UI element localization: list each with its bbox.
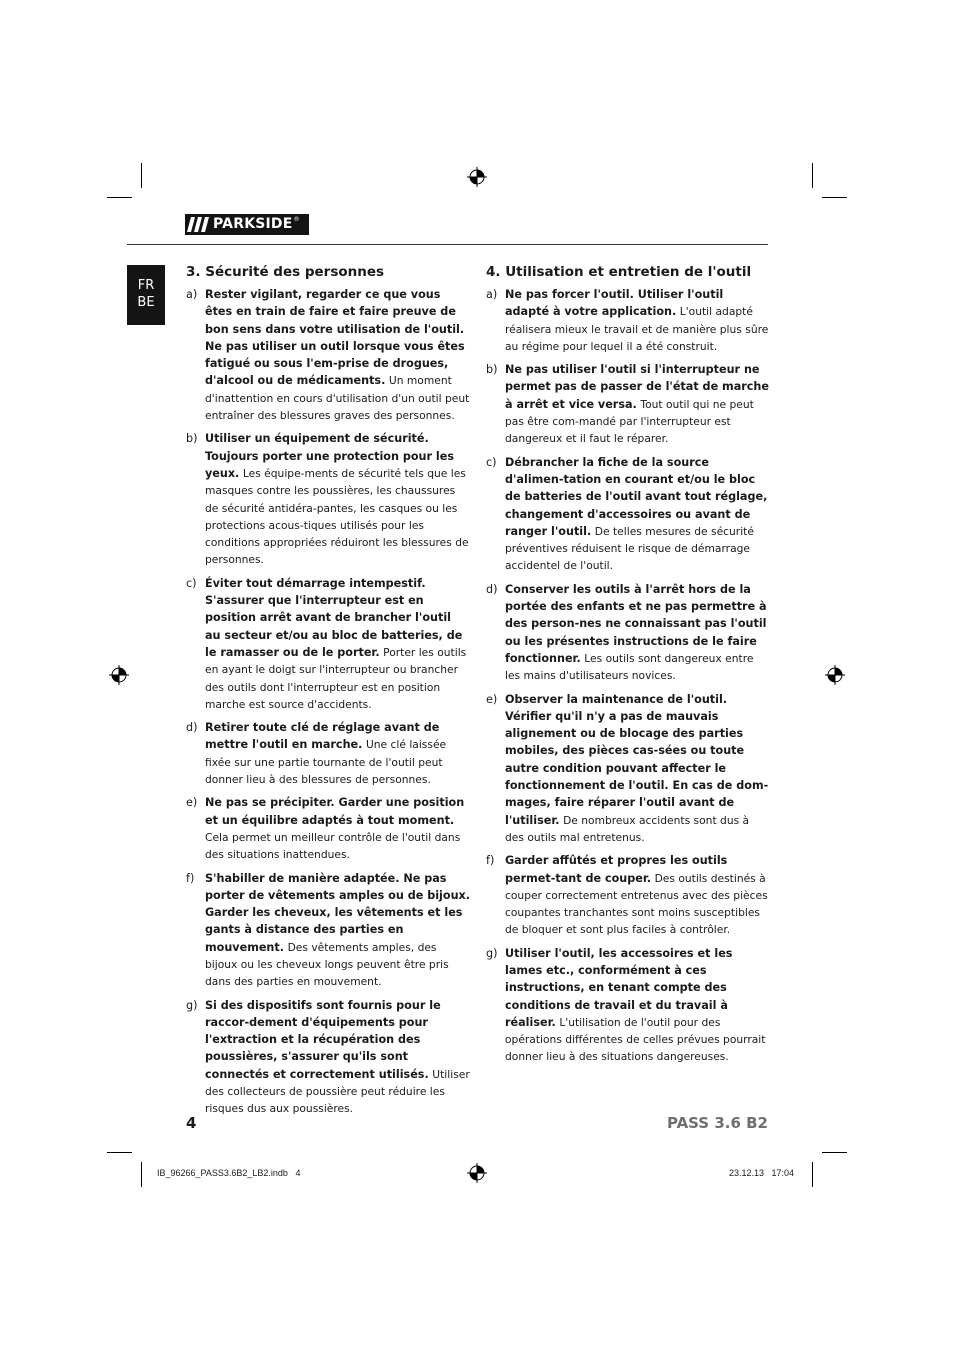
item-instruction: S'habiller de manière adaptée. Ne pas porter de vêtements amples ou de bijoux. Garder les cheveux, les vêtements et les gants à distance des parties en mouvement.	[205, 871, 470, 954]
brand-reg-mark: ®	[293, 216, 300, 223]
section-tool-use-and-care	[486, 262, 770, 1072]
list-item	[186, 719, 470, 788]
item-explanation: Des outils destinés à couper correctement entretenus avec des pièces coupantes tranchantes sont moins susceptibles de bloquer et sont plus faciles à contrôler.	[505, 871, 768, 937]
item-explanation: L'utilisation de l'outil pour des opérations différentes de celles prévues pourrait donner lieu à des situations dangereuses.	[505, 1015, 766, 1064]
language-tab	[127, 265, 165, 325]
item-instruction: Éviter tout démarrage intempestif. S'assurer que l'interrupteur est en position arrêt avant de brancher l'outil au secteur et/ou au bloc de batteries, de le ramasser ou de le porter.	[205, 576, 463, 659]
registration-mark-icon	[467, 167, 487, 187]
section-title: 4. Utilisation et entretien de l'outil	[486, 264, 752, 280]
item-explanation: Porter les outils en ayant le doigt sur l'interrupteur ou brancher des outils dont l'interrupteur est en position marche est source d'accidents.	[205, 645, 467, 711]
list-item	[186, 794, 470, 863]
crop-mark	[141, 1162, 142, 1187]
slug-timestamp: 23.12.13 17:04	[728, 1168, 794, 1178]
list-item	[486, 454, 770, 575]
crop-mark	[107, 197, 132, 198]
brand-name: PARKSIDE	[213, 216, 293, 232]
parkside-logo	[185, 214, 309, 235]
country-code: BE	[137, 295, 155, 310]
registration-mark-icon	[467, 1163, 487, 1183]
registration-mark-icon	[825, 665, 845, 685]
list-item	[486, 581, 770, 685]
crop-mark	[812, 163, 813, 188]
item-letter: d)	[486, 582, 498, 596]
item-explanation: Les équipe-ments de sécurité tels que les masques contre les poussières, les chaussures de sécurité antidéra-pantes, les casques ou les protections acous-tiques utilisés pour les conditions appropriées réduiront les blessures de personnes.	[205, 466, 469, 567]
item-explanation: Une clé laissée fixée sur une partie tournante de l'outil peut donner lieu à des blessures de personnes.	[205, 738, 447, 787]
list-item	[186, 870, 470, 991]
item-letter: f)	[486, 854, 495, 868]
item-letter: g)	[186, 998, 198, 1012]
list-item	[186, 286, 470, 424]
item-instruction: Observer la maintenance de l'outil. Vérifier qu'il n'y a pas de mauvais alignement ou de blocage des parties mobiles, des pièces cas-sées ou toute autre condition pouvant affecter le fonctionnement de l'outil. En cas de dom-mages, faire réparer l'outil avant de l'utiliser.	[505, 692, 769, 827]
list-item	[486, 361, 770, 447]
item-instruction: Ne pas utiliser l'outil si l'interrupteur ne permet pas de passer de l'état de marche à arrêt et vice versa.	[505, 363, 769, 411]
item-explanation: Des vêtements amples, des bijoux ou les cheveux longs peuvent être pris dans des parties en mouvement.	[205, 940, 449, 989]
slug-filename: IB_96266_PASS3.6B2_LB2.indb 4	[157, 1168, 301, 1178]
item-letter: c)	[186, 576, 197, 590]
item-letter: f)	[186, 871, 195, 885]
item-letter: g)	[486, 946, 498, 960]
item-explanation: De nombreux accidents sont dus à des outils mal entretenus.	[505, 813, 750, 844]
logo-slashes-icon	[185, 214, 211, 235]
item-letter: d)	[186, 721, 198, 735]
language-code: FR	[137, 278, 155, 293]
section-title: 3. Sécurité des personnes	[186, 264, 385, 280]
item-instruction: Rester vigilant, regarder ce que vous êtes en train de faire et faire preuve de bon sens dans votre utilisation de l'outil. Ne pas utiliser un outil lorsque vous êtes fatigué ou sous l'em-prise de drogues, d'alcool ou de médicaments.	[205, 288, 465, 388]
crop-mark	[822, 1152, 847, 1153]
item-instruction: Débrancher la fiche de la source d'alimen-tation en courant et/ou le bloc de batteries de l'outil avant tout réglage, changement d'accessoires ou avant de ranger l'outil.	[505, 455, 768, 538]
header-rule	[127, 244, 768, 245]
item-instruction: Si des dispositifs sont fournis pour le raccor-dement d'équipements pour l'extraction et la récupération des poussières, s'assurer qu'ils sont connectés et correctement utilisés.	[205, 998, 441, 1081]
crop-mark	[822, 197, 847, 198]
item-letter: e)	[486, 692, 498, 706]
page-number: 4	[186, 1114, 197, 1132]
item-letter: e)	[186, 796, 198, 810]
item-explanation: Un moment d'inattention en cours d'utilisation d'un outil peut entraîner des blessures graves des personnes.	[205, 374, 470, 423]
item-explanation: Cela permet un meilleur contrôle de l'outil dans des situations inattendues.	[205, 830, 461, 862]
list-item	[486, 691, 770, 847]
item-instruction: Ne pas se précipiter. Garder une position et un équilibre adaptés à tout moment.	[205, 796, 465, 827]
item-letter: b)	[186, 432, 198, 446]
item-letter: a)	[186, 288, 198, 301]
section-personal-safety	[186, 262, 470, 1124]
item-explanation: Utiliser des collecteurs de poussière peut réduire les risques dus aux poussières.	[205, 1067, 470, 1116]
item-instruction: Utiliser l'outil, les accessoires et les lames etc., conformément à ces instructions, en tenant compte des conditions de travail et du travail à réaliser.	[505, 946, 733, 1029]
list-item	[186, 997, 470, 1118]
item-letter: c)	[486, 455, 497, 469]
registration-mark-icon	[109, 665, 129, 685]
list-item	[486, 852, 770, 938]
item-explanation: De telles mesures de sécurité préventives réduisent le risque de démarrage accidentel de l'outil.	[505, 524, 754, 573]
item-letter: b)	[486, 363, 498, 377]
item-instruction: Conserver les outils à l'arrêt hors de la portée des enfants et ne pas permettre à des person-nes ne connaissant pas l'outil ou les présentes instructions de le faire fonctionner.	[505, 582, 767, 665]
item-instruction: Ne pas forcer l'outil. Utiliser l'outil adapté à votre application.	[505, 288, 724, 319]
list-item	[486, 945, 770, 1066]
item-explanation: L'outil adapté réalisera mieux le travail et de manière plus sûre au régime pour lequel il a été construit.	[505, 305, 769, 353]
crop-mark	[107, 1152, 132, 1153]
crop-mark	[812, 1162, 813, 1187]
list-item	[186, 575, 470, 713]
list-item	[186, 430, 470, 568]
model-name: PASS 3.6 B2	[666, 1114, 768, 1132]
item-instruction: Utiliser un équipement de sécurité. Toujours porter une protection pour les yeux.	[205, 432, 454, 480]
item-explanation: Les outils sont dangereux entre les mains d'utilisateurs novices.	[505, 651, 754, 683]
item-explanation: Tout outil qui ne peut pas être com-mandé par l'interrupteur est dangereux et il faut le réparer.	[505, 397, 754, 446]
list-item	[486, 286, 770, 355]
item-instruction: Retirer toute clé de réglage avant de mettre l'outil en marche.	[205, 721, 440, 752]
item-letter: a)	[486, 288, 498, 301]
crop-mark	[141, 163, 142, 188]
item-instruction: Garder affûtés et propres les outils permet-tant de couper.	[505, 854, 728, 885]
